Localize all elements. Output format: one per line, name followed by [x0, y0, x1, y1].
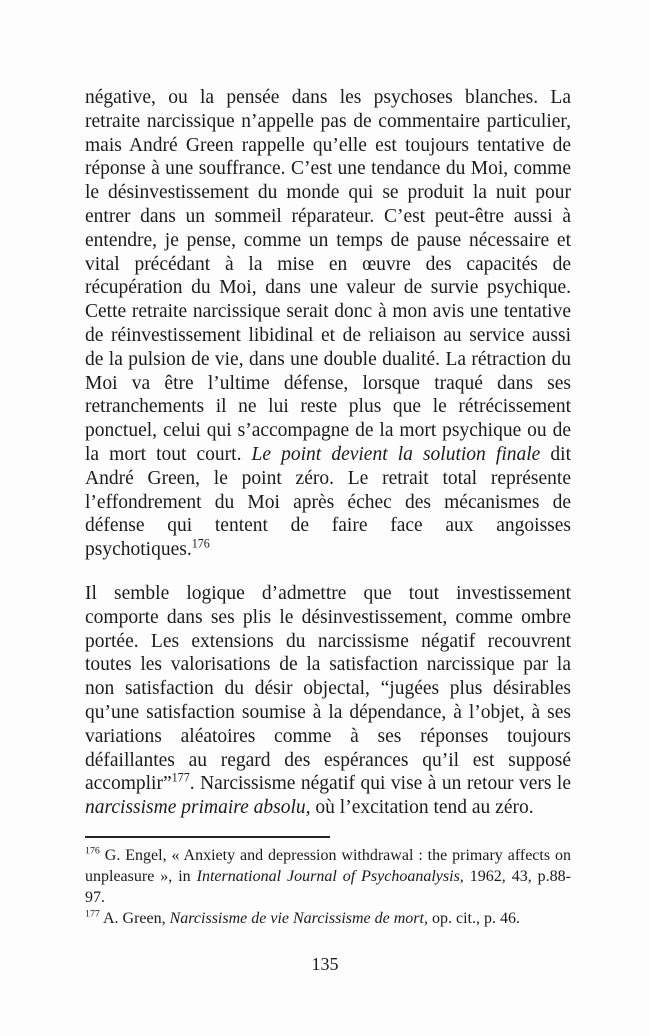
footnote-text-176 [85, 847, 571, 906]
text-segment: dit André Green, le point zéro. Le retrait total représente l’effondrement du Moi après échec des mécanismes de défense qui tentent de faire face aux angoisses psychotiques. [85, 443, 571, 561]
footnote-separator [85, 836, 330, 838]
footnote-177 [85, 908, 571, 929]
paragraph-1 [85, 86, 571, 562]
text-segment: narcissisme primaire absolu, [85, 797, 311, 819]
footnote-area [85, 836, 571, 929]
text-segment: 176 [191, 536, 210, 551]
text-segment: 177 [171, 770, 190, 785]
body-text [85, 86, 571, 840]
text-segment: op. cit., p. 46. [427, 910, 520, 927]
paragraph-2 [85, 582, 571, 820]
text-segment: Le point devient la solution finale [251, 443, 541, 465]
footnote-176 [85, 845, 571, 908]
page-number: 135 [311, 954, 339, 974]
text-segment: G. Engel, « Anxiety and depression withdrawal : the primary affects on unpleasure », in [85, 847, 571, 885]
footnote-text-177 [100, 910, 520, 927]
text-segment: où l’excitation tend au zéro. [310, 797, 534, 819]
text-segment: 1962, 43, p.88-97. [85, 868, 572, 906]
text-segment: . Narcissisme négatif qui vise à un retour vers le [189, 773, 571, 795]
footnote-marker-176: 176 [85, 845, 100, 857]
text-segment: International Journal of Psychoanalysis, [196, 868, 464, 885]
text-segment: A. Green, [99, 910, 170, 927]
text-segment: Narcissisme de vie Narcissisme de mort, [169, 910, 428, 927]
footnote-marker-177: 177 [85, 908, 100, 920]
text-segment: Il semble logique d’admettre que tout investissement comporte dans ses plis le désinvestissement, comme ombre portée. Les extensions du narcissisme négatif recouvrent toutes les valorisations de la satisfaction narcissique par la non satisfaction du désir objectal, “jugées plus désirables qu’une satisfaction soumise à la dépendance, à l’objet, à ses variations aléatoires comme à ses réponses toujours défaillantes au regard des espérances qu’il est supposé accomplir” [85, 582, 571, 795]
text-segment: négative, ou la pensée dans les psychoses blanches. La retraite narcissique n’appelle pas de commentaire particulier, mais André Green rappelle qu’elle est toujours tentative de réponse à une souffrance. C’est une tendance du Moi, comme le désinvestissement du monde qui se produit la nuit pour entrer dans un sommeil réparateur. C’est peut-être aussi à entendre, je pense, comme un temps de pause nécessaire et vital précédant à la mise en œuvre des capacités de récupération du Moi, dans une valeur de survie psychique. Cette retraite narcissique serait donc à mon avis une tentative de réinvestissement libidinal et de reliaison au service aussi de la pulsion de vie, dans une double dualité. La rétraction du Moi va être l’ultime défense, lorsque traqué dans ses retranchements il ne lui reste plus que le rétrécissement ponctuel, celui qui s’accompagne de la mort psychique ou de la mort tout court. [85, 87, 571, 465]
